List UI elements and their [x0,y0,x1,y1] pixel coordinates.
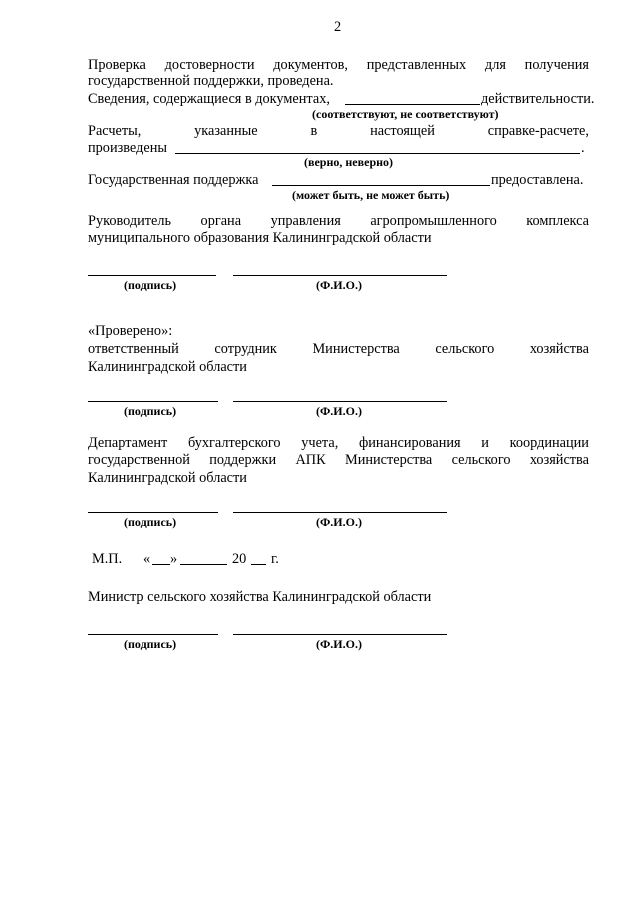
dept-line1 [88,434,589,452]
signature-caption: (подпись) [124,404,177,418]
p1-word: получения [524,57,589,73]
p1-line2: государственной поддержки, проведена. [88,73,334,89]
name-line[interactable] [233,634,447,635]
dept-word: учета, [301,435,339,451]
head-line1 [88,212,589,230]
p3-word: настоящей [370,123,435,139]
p2-text-before: Сведения, содержащиеся в документах, [88,91,330,107]
day-fill-line[interactable] [152,564,170,565]
p1-word: представленных [366,57,467,73]
dept-word: координации [509,435,589,451]
signature-line[interactable] [88,275,216,276]
p3-fill-line[interactable] [175,153,580,154]
year-prefix: 20 [232,551,247,567]
head-word: управления [270,213,341,229]
name-line[interactable] [233,275,447,276]
dept-word: бухгалтерского [187,435,281,451]
checked-title: «Проверено»: [88,323,173,339]
checked-word: ответственный [88,341,179,357]
name-line[interactable] [233,512,447,513]
p3-word: Расчеты, [88,123,142,139]
checked-word: хозяйства [529,341,589,357]
signature-line[interactable] [88,634,218,635]
date-close-quote: » [170,551,178,567]
date-open-quote: « [143,551,151,567]
head-word: агропромышленного [370,213,497,229]
checked-word: Министерства [312,341,400,357]
dept-word: сельского [451,452,511,468]
p3-word: указанные [194,123,258,139]
page-number: 2 [334,19,342,35]
signature-caption: (подпись) [124,515,177,529]
p4-text-before: Государственная поддержка [88,172,259,188]
checked-line1 [88,340,589,358]
p3-line2-before: произведены [88,140,167,156]
signature-caption: (подпись) [124,278,177,292]
name-line[interactable] [233,401,447,402]
head-word: органа [200,213,242,229]
dept-word: хозяйства [529,452,589,468]
name-caption: (Ф.И.О.) [316,637,362,651]
signature-line[interactable] [88,512,218,513]
p4-fill-line[interactable] [272,185,490,186]
dept-word: и [481,435,489,451]
year-suffix: г. [271,551,279,567]
dept-word: АПК [295,452,326,468]
stamp-mp: М.П. [92,551,123,567]
head-line2: муниципального образования Калининградской области [88,230,432,246]
checked-word: сотрудник [214,341,277,357]
p1-word: для [484,57,506,73]
checked-line2: Калининградской области [88,359,247,375]
signature-caption: (подпись) [124,637,177,651]
signature-line[interactable] [88,401,218,402]
p3-caption: (верно, неверно) [304,155,394,169]
month-fill-line[interactable] [180,564,227,565]
name-caption: (Ф.И.О.) [316,404,362,418]
p1-word: достоверности [164,57,255,73]
p1-word: Проверка [88,57,146,73]
p3-line1 [88,122,589,140]
dept-line2 [88,451,589,469]
dept-word: Министерства [344,452,433,468]
year-fill-line[interactable] [251,564,266,565]
p2-caption: (соответствуют, не соответствуют) [312,107,499,121]
name-caption: (Ф.И.О.) [316,278,362,292]
p1-word: документов, [273,57,348,73]
p2-text-after: действительности. [481,91,595,107]
minister-line1: Министр сельского хозяйства Калининградской области [88,589,432,605]
dept-word: государственной [88,452,190,468]
checked-word: сельского [435,341,495,357]
head-word: комплекса [526,213,589,229]
p3-word: в [310,123,318,139]
p4-caption: (может быть, не может быть) [292,188,450,202]
p4-text-after: предоставлена. [491,172,584,188]
p2-fill-line[interactable] [345,104,480,105]
head-word: Руководитель [88,213,172,229]
p3-line2-after: . [581,140,585,156]
dept-word: финансирования [358,435,461,451]
name-caption: (Ф.И.О.) [316,515,362,529]
dept-word: поддержки [209,452,277,468]
p3-word: справке-расчете, [487,123,589,139]
dept-word: Департамент [88,435,168,451]
dept-line3: Калининградской области [88,470,247,486]
